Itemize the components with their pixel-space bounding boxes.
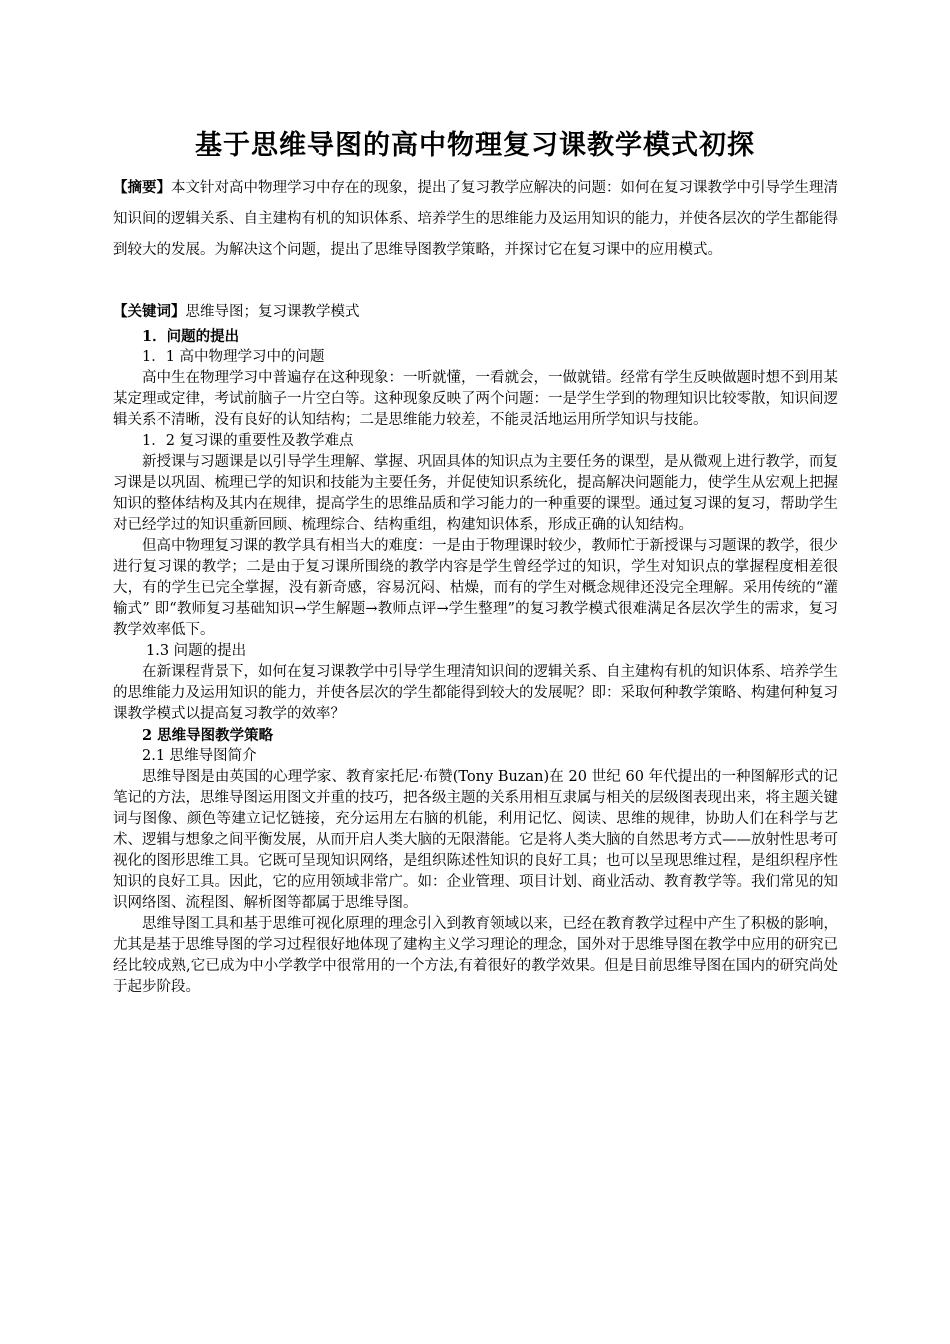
keywords	[113, 296, 838, 328]
paragraph: 在新课程背景下，如何在复习课教学中引导学生理清知识间的逻辑关系、自主建构有机的知识体系、培养学生的思维能力及运用知识的能力，并使各层次的学生都能得到较大的发展呢？即：采取何种教学策略、构建何种复习课教学模式以提高复习教学的效率？	[113, 664, 838, 722]
body-text	[113, 326, 838, 998]
section-1-2-heading: 1．2 复习课的重要性及教学难点	[142, 433, 354, 449]
section-1-heading: 1．问题的提出	[142, 328, 240, 345]
section-2-heading: 2 思维导图教学策略	[142, 727, 274, 744]
paragraph: 新授课与习题课是以引导学生理解、掌握、巩固具体的知识点为主要任务的课型，是从微观上进行教学，而复习课是以巩固、梳理已学的知识和技能为主要任务，并促使知识系统化，提高解决问题能力，使学生从宏观上把握知识的整体结构及其内在规律，提高学生的思维品质和学习能力的一种重要的课型。通过复习课的复习，帮助学生对已经学过的知识重新回顾、梳理综合、结构重组，构建知识体系，形成正确的认知结构。	[113, 454, 838, 533]
abstract-label: 【摘要】	[113, 179, 171, 196]
paragraph: 但高中物理复习课的教学具有相当大的难度：一是由于物理课时较少，教师忙于新授课与习题课的教学，很少进行复习课的教学；二是由于复习课所围绕的教学内容是学生曾经学过的知识，学生对知识点的掌握程度相差很大，有的学生已完全掌握，没有新奇感，容易沉闷、枯燥，而有的学生对概念规律还没完全理解。采用传统的“灌输式” 即“教师复习基础知识→学生解题→教师点评→学生整理”的复习教学模式很难满足各层次学生的需求，复习教学效率低下。	[113, 538, 838, 638]
section-1-3-heading: 1.3 问题的提出	[146, 643, 247, 659]
paragraph: 思维导图是由英国的心理学家、教育家托尼·布赞(Tony Buzan)在 20 世纪 60 年代提出的一种图解形式的记笔记的方法，思维导图运用图文并重的技巧，把各级主题的关系用相互隶属与相关的层级图表现出来，将主题关键词与图像、颜色等建立记忆链接，充分运用左右脑的机能，利用记忆、阅读、思维的规律，协助人们在科学与艺术、逻辑与想象之间平衡发展，从而开启人类大脑的无限潜能。它是将人类大脑的自然思考方式——放射性思考可视化的图形思维工具。它既可呈现知识网络，是组织陈述性知识的良好工具；也可以呈现思维过程，是组织程序性知识的良好工具。因此，它的应用领域非常广。如：企业管理、项目计划、商业活动、教育教学等。我们常见的知识网络图、流程图、解析图等都属于思维导图。	[113, 769, 838, 911]
paragraph: 思维导图工具和基于思维可视化原理的理念引入到教育领域以来，已经在教育教学过程中产生了积极的影响，尤其是基于思维导图的学习过程很好地体现了建构主义学习理论的理念，国外对于思维导图在教学中应用的研究已经比较成熟,它已成为中小学教学中很常用的一个方法,有着很好的教学效果。但是目前思维导图在国内的研究尚处于起步阶段。	[113, 916, 838, 995]
paragraph: 高中生在物理学习中普遍存在这种现象：一听就懂，一看就会，一做就错。经常有学生反映做题时想不到用某某定理或定律，考试前脑子一片空白等。这种现象反映了两个问题：一是学生学到的物理知识比较零散，知识间逻辑关系不清晰，没有良好的认知结构；二是思维能力较差，不能灵活地运用所学知识与技能。	[113, 370, 838, 428]
keywords-label: 【关键词】	[113, 303, 186, 320]
section-1-1-heading: 1．1 高中物理学习中的问题	[142, 349, 325, 365]
abstract-text: 本文针对高中物理学习中存在的现象，提出了复习教学应解决的问题：如何在复习课教学中引导学生理清知识间的逻辑关系、自主建构有机的知识体系、培养学生的思维能力及运用知识的能力，并使各层次的学生都能得到较大的发展。为解决这个问题，提出了思维导图教学策略，并探讨它在复习课中的应用模式。	[113, 180, 838, 258]
document-title: 基于思维导图的高中物理复习课教学模式初探	[195, 130, 755, 161]
keywords-text: 思维导图；复习课教学模式	[185, 304, 360, 320]
section-2-1-heading: 2.1 思维导图简介	[142, 748, 257, 764]
abstract	[113, 172, 838, 266]
